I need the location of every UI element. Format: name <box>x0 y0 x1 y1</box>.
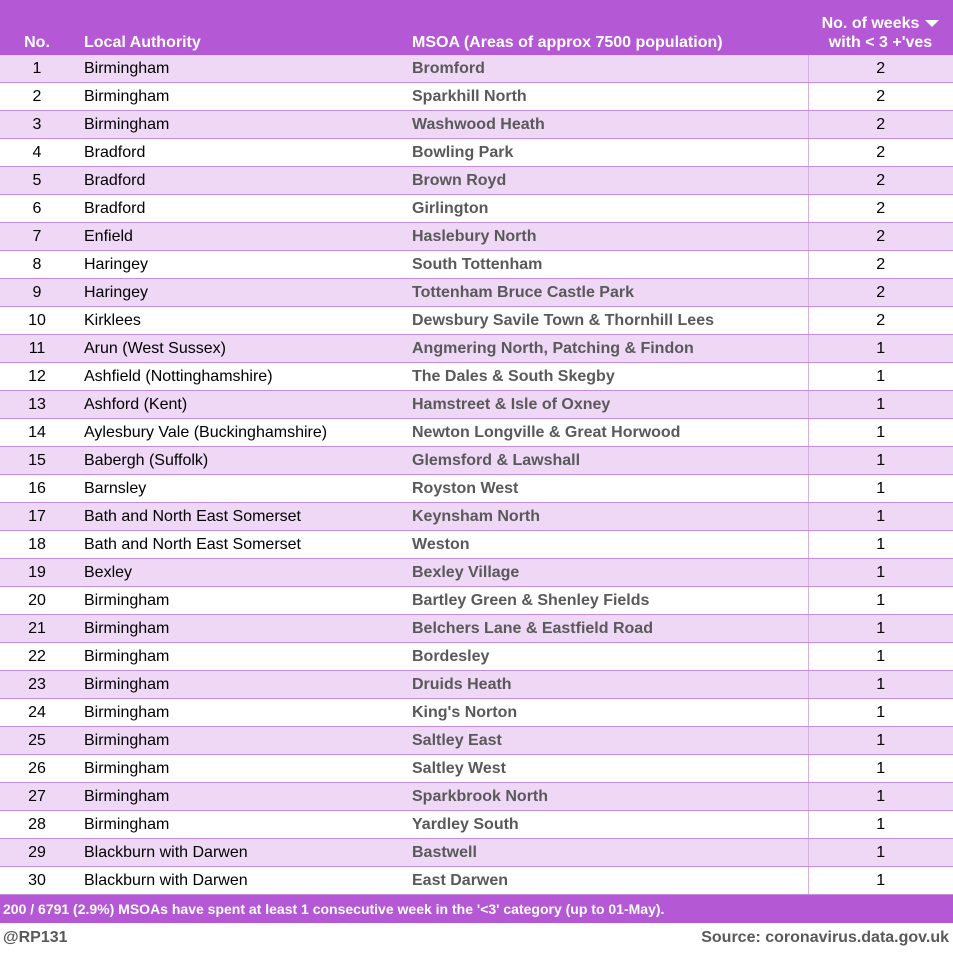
msoa-cell: Sparkbrook North <box>408 783 808 811</box>
local-authority-cell: Birmingham <box>80 111 408 139</box>
weeks-cell: 1 <box>808 755 953 783</box>
weeks-cell: 1 <box>808 503 953 531</box>
row-number: 22 <box>0 643 80 671</box>
row-number: 29 <box>0 839 80 867</box>
table-row <box>0 475 953 503</box>
msoa-cell: Royston West <box>408 475 808 503</box>
msoa-cell: Keynsham North <box>408 503 808 531</box>
weeks-cell: 1 <box>808 363 953 391</box>
table-row <box>0 447 953 475</box>
msoa-cell: Bromford <box>408 55 808 83</box>
local-authority-cell: Blackburn with Darwen <box>80 839 408 867</box>
row-number: 15 <box>0 447 80 475</box>
weeks-cell: 1 <box>808 783 953 811</box>
msoa-cell: Yardley South <box>408 811 808 839</box>
table-row <box>0 223 953 251</box>
table-row <box>0 643 953 671</box>
row-number: 25 <box>0 727 80 755</box>
author-handle: @RP131 <box>3 929 68 946</box>
table-row <box>0 279 953 307</box>
weeks-cell: 1 <box>808 559 953 587</box>
table-row <box>0 699 953 727</box>
weeks-cell: 2 <box>808 83 953 111</box>
msoa-cell: Haslebury North <box>408 223 808 251</box>
weeks-cell: 2 <box>808 167 953 195</box>
local-authority-cell: Birmingham <box>80 643 408 671</box>
local-authority-cell: Bradford <box>80 195 408 223</box>
table-row <box>0 251 953 279</box>
row-number: 14 <box>0 419 80 447</box>
local-authority-cell: Bath and North East Somerset <box>80 531 408 559</box>
source-credit: Source: coronavirus.data.gov.uk <box>701 929 949 946</box>
local-authority-cell: Birmingham <box>80 727 408 755</box>
weeks-cell: 1 <box>808 587 953 615</box>
msoa-cell: Angmering North, Patching & Findon <box>408 335 808 363</box>
msoa-cell: Saltley East <box>408 727 808 755</box>
msoa-cell: Saltley West <box>408 755 808 783</box>
header-local-authority[interactable]: Local Authority <box>80 0 408 55</box>
weeks-cell: 2 <box>808 111 953 139</box>
local-authority-cell: Birmingham <box>80 811 408 839</box>
local-authority-cell: Kirklees <box>80 307 408 335</box>
footer <box>0 923 953 953</box>
header-weeks-line1: No. of weeks <box>821 15 920 32</box>
msoa-cell: Glemsford & Lawshall <box>408 447 808 475</box>
row-number: 6 <box>0 195 80 223</box>
table-row <box>0 839 953 867</box>
table-row <box>0 727 953 755</box>
row-number: 12 <box>0 363 80 391</box>
weeks-cell: 1 <box>808 335 953 363</box>
table-row <box>0 531 953 559</box>
local-authority-cell: Arun (West Sussex) <box>80 335 408 363</box>
msoa-cell: Druids Heath <box>408 671 808 699</box>
local-authority-cell: Birmingham <box>80 83 408 111</box>
weeks-cell: 1 <box>808 671 953 699</box>
table-row <box>0 867 953 895</box>
row-number: 20 <box>0 587 80 615</box>
msoa-cell: Girlington <box>408 195 808 223</box>
local-authority-cell: Birmingham <box>80 699 408 727</box>
header-row <box>0 0 953 55</box>
local-authority-cell: Haringey <box>80 279 408 307</box>
row-number: 10 <box>0 307 80 335</box>
table-row <box>0 783 953 811</box>
msoa-cell: Bordesley <box>408 643 808 671</box>
msoa-cell: Belchers Lane & Eastfield Road <box>408 615 808 643</box>
local-authority-cell: Haringey <box>80 251 408 279</box>
weeks-cell: 2 <box>808 223 953 251</box>
weeks-cell: 2 <box>808 251 953 279</box>
sort-descending-icon[interactable] <box>925 20 939 27</box>
weeks-cell: 1 <box>808 699 953 727</box>
msoa-cell: Hamstreet & Isle of Oxney <box>408 391 808 419</box>
row-number: 4 <box>0 139 80 167</box>
header-no[interactable]: No. <box>0 0 80 55</box>
msoa-cell: Bastwell <box>408 839 808 867</box>
msoa-cell: Brown Royd <box>408 167 808 195</box>
table-row <box>0 419 953 447</box>
weeks-cell: 2 <box>808 279 953 307</box>
local-authority-cell: Bradford <box>80 139 408 167</box>
weeks-cell: 1 <box>808 531 953 559</box>
local-authority-cell: Birmingham <box>80 755 408 783</box>
local-authority-cell: Birmingham <box>80 587 408 615</box>
table-row <box>0 55 953 83</box>
row-number: 19 <box>0 559 80 587</box>
weeks-cell: 1 <box>808 727 953 755</box>
msoa-cell: East Darwen <box>408 867 808 895</box>
row-number: 1 <box>0 55 80 83</box>
row-number: 16 <box>0 475 80 503</box>
weeks-cell: 1 <box>808 391 953 419</box>
msoa-cell: Weston <box>408 531 808 559</box>
table-row <box>0 335 953 363</box>
local-authority-cell: Bexley <box>80 559 408 587</box>
msoa-cell: Dewsbury Savile Town & Thornhill Lees <box>408 307 808 335</box>
local-authority-cell: Birmingham <box>80 671 408 699</box>
row-number: 18 <box>0 531 80 559</box>
row-number: 8 <box>0 251 80 279</box>
table-row <box>0 755 953 783</box>
local-authority-cell: Bath and North East Somerset <box>80 503 408 531</box>
row-number: 13 <box>0 391 80 419</box>
weeks-cell: 2 <box>808 139 953 167</box>
row-number: 17 <box>0 503 80 531</box>
weeks-cell: 1 <box>808 811 953 839</box>
msoa-cell: Bexley Village <box>408 559 808 587</box>
local-authority-cell: Enfield <box>80 223 408 251</box>
table-row <box>0 559 953 587</box>
local-authority-cell: Ashfield (Nottinghamshire) <box>80 363 408 391</box>
row-number: 3 <box>0 111 80 139</box>
row-number: 23 <box>0 671 80 699</box>
msoa-cell: Sparkhill North <box>408 83 808 111</box>
table-row <box>0 195 953 223</box>
table-row <box>0 363 953 391</box>
row-number: 24 <box>0 699 80 727</box>
row-number: 28 <box>0 811 80 839</box>
weeks-cell: 1 <box>808 475 953 503</box>
weeks-cell: 1 <box>808 643 953 671</box>
table-row <box>0 83 953 111</box>
weeks-cell: 2 <box>808 195 953 223</box>
row-number: 9 <box>0 279 80 307</box>
table-row <box>0 671 953 699</box>
msoa-cell: Washwood Heath <box>408 111 808 139</box>
row-number: 30 <box>0 867 80 895</box>
weeks-cell: 2 <box>808 55 953 83</box>
local-authority-cell: Bradford <box>80 167 408 195</box>
table-body <box>0 55 953 895</box>
table-row <box>0 139 953 167</box>
row-number: 21 <box>0 615 80 643</box>
weeks-cell: 1 <box>808 615 953 643</box>
local-authority-cell: Birmingham <box>80 55 408 83</box>
row-number: 2 <box>0 83 80 111</box>
table-row <box>0 307 953 335</box>
weeks-cell: 2 <box>808 307 953 335</box>
table-row <box>0 811 953 839</box>
weeks-cell: 1 <box>808 839 953 867</box>
row-number: 5 <box>0 167 80 195</box>
local-authority-cell: Aylesbury Vale (Buckinghamshire) <box>80 419 408 447</box>
local-authority-cell: Babergh (Suffolk) <box>80 447 408 475</box>
weeks-cell: 1 <box>808 447 953 475</box>
row-number: 27 <box>0 783 80 811</box>
msoa-cell: Newton Longville & Great Horwood <box>408 419 808 447</box>
msoa-cell: Tottenham Bruce Castle Park <box>408 279 808 307</box>
header-weeks-line2: with < 3 +'ves <box>828 34 933 51</box>
table-row <box>0 503 953 531</box>
local-authority-cell: Birmingham <box>80 783 408 811</box>
header-weeks[interactable] <box>808 0 953 55</box>
msoa-cell: Bartley Green & Shenley Fields <box>408 587 808 615</box>
summary-banner: 200 / 6791 (2.9%) MSOAs have spent at least 1 consecutive week in the '<3' category (up to 01-May). <box>0 895 953 923</box>
msoa-cell: South Tottenham <box>408 251 808 279</box>
local-authority-cell: Birmingham <box>80 615 408 643</box>
table-row <box>0 167 953 195</box>
local-authority-cell: Blackburn with Darwen <box>80 867 408 895</box>
table-row <box>0 587 953 615</box>
table-row <box>0 391 953 419</box>
row-number: 11 <box>0 335 80 363</box>
row-number: 26 <box>0 755 80 783</box>
table-row <box>0 111 953 139</box>
local-authority-cell: Barnsley <box>80 475 408 503</box>
msoa-cell: King's Norton <box>408 699 808 727</box>
table-row <box>0 615 953 643</box>
local-authority-cell: Ashford (Kent) <box>80 391 408 419</box>
header-msoa[interactable]: MSOA (Areas of approx 7500 population) <box>408 0 808 55</box>
weeks-cell: 1 <box>808 867 953 895</box>
weeks-cell: 1 <box>808 419 953 447</box>
msoa-cell: The Dales & South Skegby <box>408 363 808 391</box>
row-number: 7 <box>0 223 80 251</box>
msoa-cell: Bowling Park <box>408 139 808 167</box>
